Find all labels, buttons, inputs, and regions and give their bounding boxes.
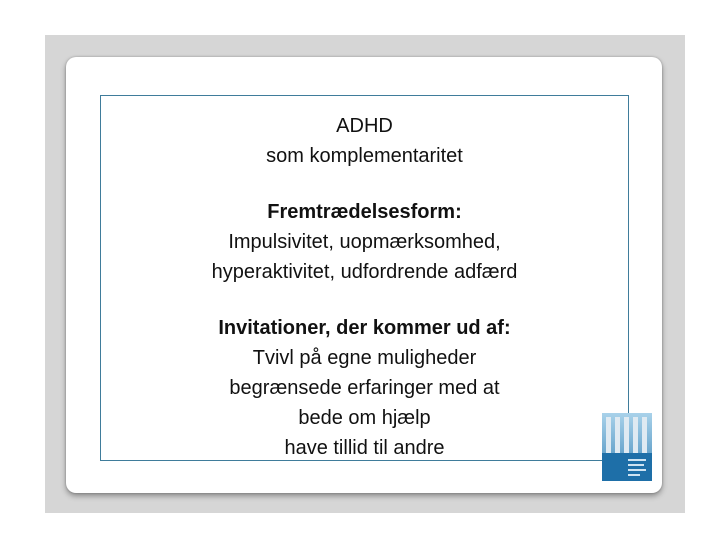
form-heading: Fremtrædelsesform: <box>267 201 462 223</box>
slide-subtitle: som komplementaritet <box>266 145 463 167</box>
invitations-heading: Invitationer, der kommer ud af: <box>218 317 511 339</box>
invitation-line: have tillid til andre <box>284 437 445 459</box>
slide-title: ADHD <box>336 115 393 137</box>
slide-text <box>100 111 629 463</box>
book-cover-logo-icon <box>602 413 652 481</box>
invitation-line: Tvivl på egne muligheder <box>252 347 477 369</box>
form-line: Impulsivitet, uopmærksomhed, <box>228 231 501 253</box>
invitation-line: begrænsede erfaringer med at <box>229 377 500 399</box>
invitation-line: bede om hjælp <box>298 407 431 429</box>
form-line: hyperaktivitet, udfordrende adfærd <box>211 261 518 283</box>
